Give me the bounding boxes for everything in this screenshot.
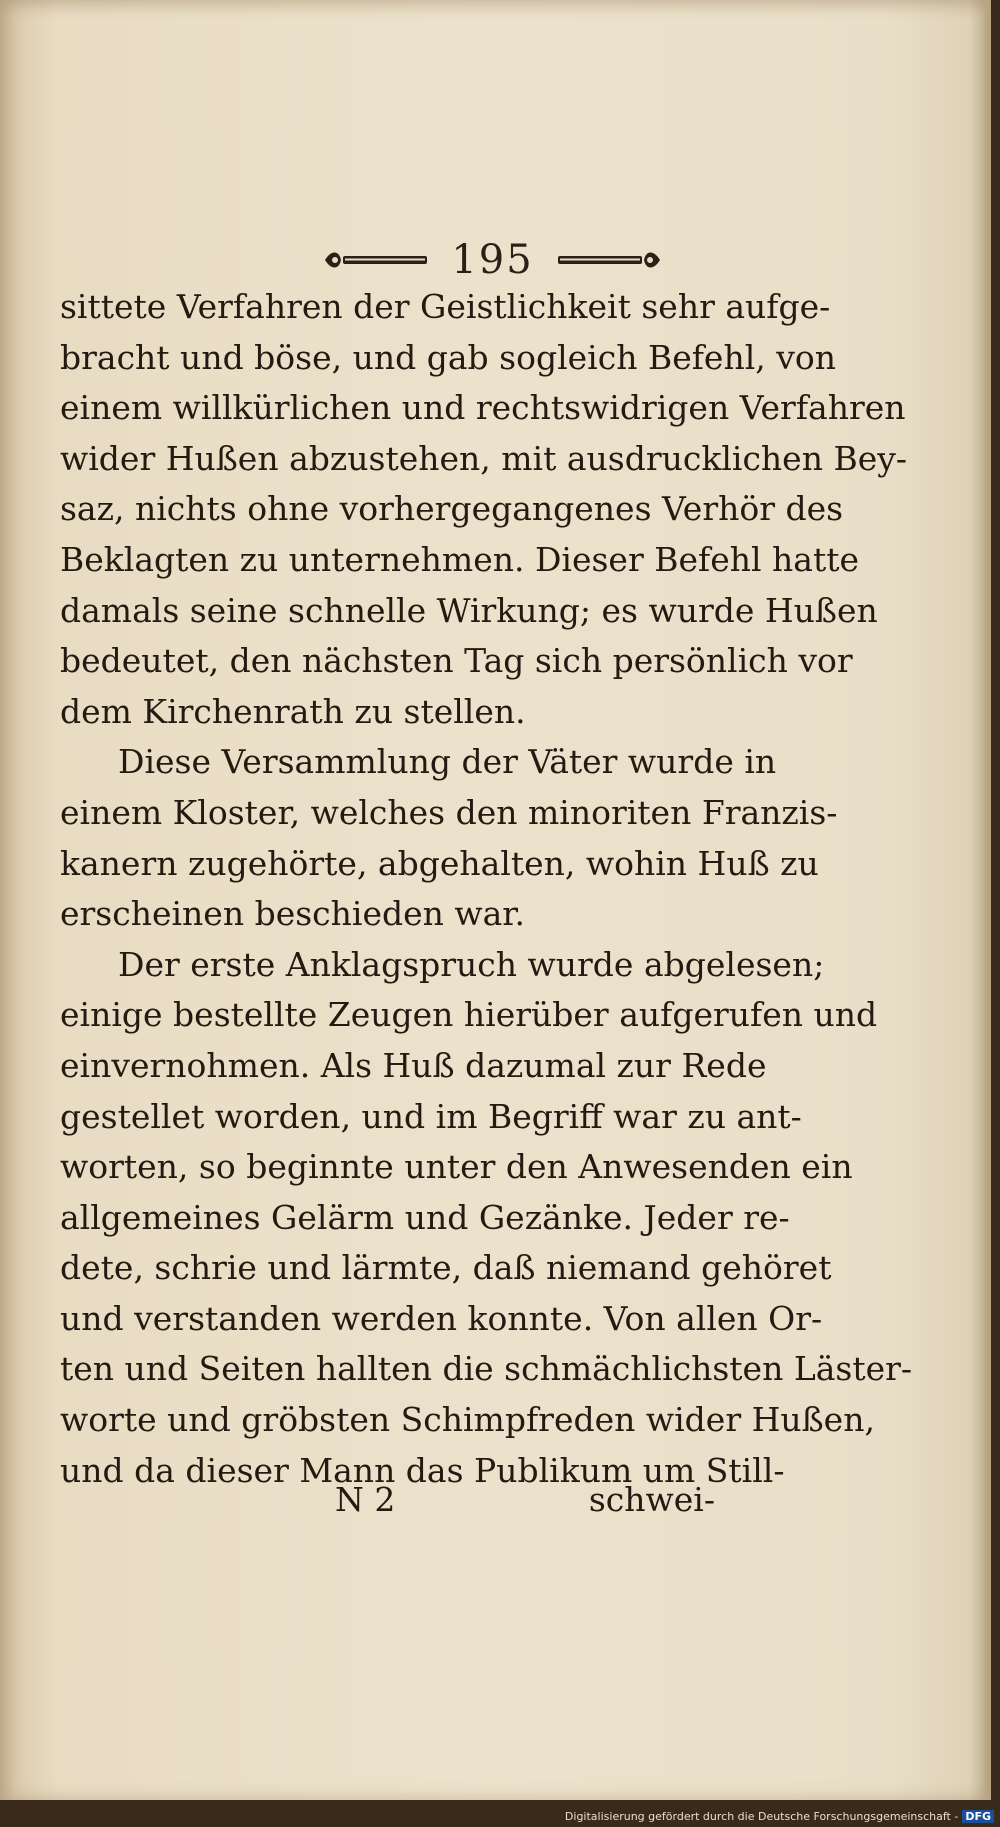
catchword: schwei- bbox=[588, 1480, 715, 1519]
text-line: sittete Verfahren der Geistlichkeit sehr aufge- bbox=[60, 287, 831, 326]
text-line: kanern zugehörte, abgehalten, wohin Huß zu bbox=[60, 843, 819, 883]
text-line: erscheinen beschieden war. bbox=[60, 894, 525, 934]
text-line: bracht und böse, und gab sogleich Befehl, von bbox=[60, 337, 837, 377]
right-ornament bbox=[554, 247, 664, 273]
text-line: einem Kloster, welches den minoriten Franzis- bbox=[60, 792, 838, 832]
page-body bbox=[60, 282, 913, 1496]
text-line: Diese Versammlung der Väter wurde in bbox=[118, 742, 777, 782]
text-line: gestellet worden, und im Begriff war zu ant- bbox=[60, 1096, 802, 1136]
text-line: Beklagten zu unternehmen. Dieser Befehl hatte bbox=[60, 539, 860, 579]
page-footer bbox=[60, 1480, 725, 1530]
dfg-logo-icon: DFG bbox=[962, 1810, 994, 1823]
credit-text: Digitalisierung gefördert durch die Deutsche Forschungsgemeinschaft - bbox=[564, 1810, 959, 1823]
text-line: bedeutet, den nächsten Tag sich persönlich vor bbox=[60, 641, 853, 681]
text-line: Der erste Anklagspruch wurde abgelesen; bbox=[118, 944, 825, 984]
text-line: wider Hußen abzustehen, mit ausdrucklichen Bey- bbox=[60, 438, 908, 478]
text-line: ten und Seiten hallten die schmächlichsten Läster- bbox=[60, 1349, 913, 1389]
signature-mark: N 2 bbox=[335, 1480, 396, 1519]
text-line: allgemeines Gelärm und Gezänke. Jeder re- bbox=[60, 1197, 790, 1237]
left-ornament bbox=[321, 247, 431, 273]
page-number: 195 bbox=[451, 237, 534, 283]
text-line: worten, so beginnte unter den Anwesenden ein bbox=[60, 1147, 853, 1187]
text-line: worte und gröbsten Schimpfreden wider Hußen, bbox=[60, 1400, 875, 1440]
text-line: einige bestellte Zeugen hierüber aufgerufen und bbox=[60, 995, 878, 1035]
digitization-credit bbox=[565, 1810, 994, 1823]
text-line: damals seine schnelle Wirkung; es wurde Hußen bbox=[60, 590, 878, 630]
text-line: einvernohmen. Als Huß dazumal zur Rede bbox=[60, 1045, 767, 1085]
text-line: dem Kirchenrath zu stellen. bbox=[60, 691, 526, 731]
text-line: saz, nichts ohne vorhergegangenes Verhör des bbox=[60, 489, 844, 529]
page-header bbox=[0, 235, 985, 285]
text-line: dete, schrie und lärmte, daß niemand gehöret bbox=[60, 1248, 832, 1288]
text-line: und verstanden werden konnte. Von allen Or- bbox=[60, 1298, 823, 1338]
text-line: einem willkürlichen und rechtswidrigen Verfahren bbox=[60, 388, 906, 428]
text-line: und da dieser Mann das Publikum um Still- bbox=[60, 1450, 785, 1490]
